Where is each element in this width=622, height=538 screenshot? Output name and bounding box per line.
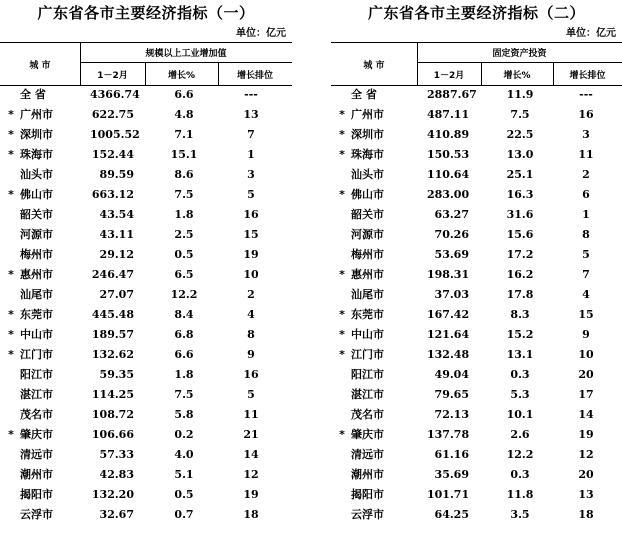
value-growth: 15.1 xyxy=(170,148,198,161)
value-rank: 17 xyxy=(578,388,594,401)
header-city: 城 市 xyxy=(363,60,385,71)
table-row xyxy=(0,405,292,425)
city-name: 揭阳市 xyxy=(351,488,384,501)
table-row xyxy=(0,445,292,465)
value-period: 132.48 xyxy=(427,348,470,361)
table-row xyxy=(0,205,292,225)
city-name: 珠海市 xyxy=(351,148,384,161)
value-growth: 25.1 xyxy=(506,168,534,181)
header-rank: 增长排位 xyxy=(236,70,273,81)
table-row xyxy=(0,345,292,365)
value-period: 167.42 xyxy=(427,308,470,321)
value-rank: 19 xyxy=(578,428,594,441)
table-row xyxy=(331,245,622,265)
key-city-marker: * xyxy=(339,188,345,201)
city-name: 湛江市 xyxy=(351,388,384,401)
city-name: 江门市 xyxy=(20,348,53,361)
value-growth: 5.3 xyxy=(510,388,530,401)
table-row xyxy=(0,225,292,245)
value-period: 283.00 xyxy=(427,188,470,201)
value-growth: 0.7 xyxy=(174,508,194,521)
key-city-marker: * xyxy=(8,308,14,321)
value-growth: 8.3 xyxy=(510,308,530,321)
city-name: 全 省 xyxy=(20,88,46,101)
city-name: 河源市 xyxy=(20,228,53,241)
table-header xyxy=(0,42,292,86)
value-growth: 0.2 xyxy=(174,428,194,441)
header-group: 规模以上工业增加值 xyxy=(145,48,227,59)
value-growth: 8.6 xyxy=(174,168,194,181)
city-name: 东莞市 xyxy=(20,308,53,321)
table-header xyxy=(331,42,622,86)
value-growth: 11.9 xyxy=(506,88,534,101)
city-name: 韶关市 xyxy=(351,208,384,221)
value-rank: 12 xyxy=(578,448,594,461)
city-name: 中山市 xyxy=(20,328,53,341)
table-row xyxy=(0,365,292,385)
value-growth: 12.2 xyxy=(170,288,198,301)
header-group: 固定资产投资 xyxy=(492,48,547,59)
value-period: 1005.52 xyxy=(90,128,140,141)
table-row xyxy=(0,165,292,185)
value-growth: 5.8 xyxy=(174,408,194,421)
key-city-marker: * xyxy=(8,328,14,341)
value-rank: 5 xyxy=(247,188,255,201)
value-period: 150.53 xyxy=(427,148,470,161)
table-row xyxy=(0,425,292,445)
city-name: 韶关市 xyxy=(20,208,53,221)
city-name: 汕头市 xyxy=(351,168,384,181)
value-rank: 14 xyxy=(578,408,594,421)
value-growth: 0.5 xyxy=(174,248,194,261)
value-growth: 7.5 xyxy=(174,188,194,201)
city-name: 汕头市 xyxy=(20,168,53,181)
value-period: 29.12 xyxy=(99,248,134,261)
value-period: 4366.74 xyxy=(90,88,140,101)
value-rank: 4 xyxy=(582,288,590,301)
value-rank: 1 xyxy=(247,148,255,161)
city-name: 茂名市 xyxy=(351,408,384,421)
city-name: 佛山市 xyxy=(351,188,384,201)
value-growth: 0.3 xyxy=(510,468,530,481)
table-row xyxy=(0,105,292,125)
key-city-marker: * xyxy=(339,348,345,361)
value-period: 79.65 xyxy=(434,388,469,401)
table-row xyxy=(0,125,292,145)
table-row xyxy=(331,365,622,385)
city-name: 肇庆市 xyxy=(351,428,384,441)
table-row xyxy=(331,105,622,125)
table-title: 广东省各市主要经济指标（二） xyxy=(367,4,585,22)
value-period: 49.04 xyxy=(434,368,469,381)
key-city-marker: * xyxy=(8,268,14,281)
city-name: 茂名市 xyxy=(20,408,53,421)
table-row xyxy=(331,185,622,205)
value-growth: 17.8 xyxy=(506,288,534,301)
value-rank: 15 xyxy=(578,308,594,321)
value-rank: 16 xyxy=(578,108,594,121)
value-growth: 6.6 xyxy=(174,88,194,101)
value-period: 445.48 xyxy=(91,308,134,321)
key-city-marker: * xyxy=(339,108,345,121)
key-city-marker: * xyxy=(339,128,345,141)
value-growth: 1.8 xyxy=(174,368,194,381)
table-row xyxy=(0,185,292,205)
table-row xyxy=(0,285,292,305)
table-body xyxy=(331,85,622,525)
header-growth: 增长% xyxy=(503,70,531,81)
city-name: 江门市 xyxy=(351,348,384,361)
table-row xyxy=(0,305,292,325)
value-period: 101.71 xyxy=(427,488,470,501)
value-period: 32.67 xyxy=(99,508,134,521)
city-name: 肇庆市 xyxy=(20,428,53,441)
value-growth: 22.5 xyxy=(506,128,534,141)
city-name: 潮州市 xyxy=(20,468,53,481)
value-rank: 9 xyxy=(247,348,255,361)
value-period: 37.03 xyxy=(434,288,469,301)
value-rank: 18 xyxy=(243,508,259,521)
value-rank: 16 xyxy=(243,208,259,221)
value-growth: 0.5 xyxy=(174,488,194,501)
value-period: 663.12 xyxy=(91,188,134,201)
value-period: 152.44 xyxy=(91,148,134,161)
value-growth: 10.1 xyxy=(506,408,534,421)
value-rank: 10 xyxy=(578,348,594,361)
value-rank: 19 xyxy=(243,488,259,501)
value-rank: 15 xyxy=(243,228,259,241)
city-name: 揭阳市 xyxy=(20,488,53,501)
table-row xyxy=(0,245,292,265)
value-growth: 16.2 xyxy=(506,268,534,281)
value-rank: 5 xyxy=(582,248,590,261)
value-period: 198.31 xyxy=(427,268,470,281)
table-row xyxy=(0,145,292,165)
table-row xyxy=(331,205,622,225)
value-growth: 15.6 xyxy=(506,228,534,241)
table-row xyxy=(331,165,622,185)
value-growth: 12.2 xyxy=(506,448,534,461)
value-growth: 0.3 xyxy=(510,368,530,381)
value-period: 132.20 xyxy=(91,488,134,501)
city-name: 全 省 xyxy=(351,88,377,101)
value-rank: 19 xyxy=(243,248,259,261)
table-row xyxy=(331,265,622,285)
value-period: 43.11 xyxy=(99,228,134,241)
header-period: 1－2月 xyxy=(97,70,128,81)
table-row xyxy=(331,285,622,305)
value-period: 57.33 xyxy=(99,448,134,461)
value-rank: 8 xyxy=(582,228,590,241)
value-rank: 20 xyxy=(578,368,594,381)
value-rank: 11 xyxy=(578,148,594,161)
header-rank: 增长排位 xyxy=(569,70,606,81)
value-rank: 10 xyxy=(243,268,259,281)
key-city-marker: * xyxy=(339,328,345,341)
value-rank: 7 xyxy=(247,128,255,141)
table-row xyxy=(331,425,622,445)
city-name: 湛江市 xyxy=(20,388,53,401)
value-period: 64.25 xyxy=(434,508,469,521)
table-row xyxy=(0,325,292,345)
city-name: 清远市 xyxy=(20,448,53,461)
value-period: 110.64 xyxy=(427,168,470,181)
value-period: 137.78 xyxy=(427,428,470,441)
city-name: 中山市 xyxy=(351,328,384,341)
value-rank: 3 xyxy=(247,168,255,181)
value-period: 2887.67 xyxy=(427,88,477,101)
table-row xyxy=(331,405,622,425)
value-growth: 7.1 xyxy=(174,128,194,141)
value-period: 53.69 xyxy=(434,248,469,261)
table-row xyxy=(331,225,622,245)
city-name: 深圳市 xyxy=(351,128,384,141)
city-name: 云浮市 xyxy=(351,508,384,521)
value-period: 189.57 xyxy=(91,328,134,341)
value-rank: --- xyxy=(579,88,593,101)
value-period: 114.25 xyxy=(91,388,134,401)
city-name: 阳江市 xyxy=(20,368,53,381)
table-row xyxy=(331,125,622,145)
value-growth: 13.0 xyxy=(506,148,534,161)
key-city-marker: * xyxy=(339,268,345,281)
table-row-total xyxy=(331,85,622,105)
value-period: 246.47 xyxy=(91,268,134,281)
value-rank: 13 xyxy=(243,108,259,121)
value-growth: 3.5 xyxy=(510,508,530,521)
value-period: 410.89 xyxy=(427,128,470,141)
header-city: 城 市 xyxy=(29,60,51,71)
city-name: 清远市 xyxy=(351,448,384,461)
table-row xyxy=(0,265,292,285)
value-period: 70.26 xyxy=(434,228,469,241)
value-rank: 7 xyxy=(582,268,590,281)
table-row xyxy=(331,465,622,485)
key-city-marker: * xyxy=(339,308,345,321)
value-rank: 14 xyxy=(243,448,259,461)
value-growth: 4.0 xyxy=(174,448,194,461)
value-rank: --- xyxy=(244,88,258,101)
value-period: 622.75 xyxy=(91,108,134,121)
city-name: 阳江市 xyxy=(351,368,384,381)
value-rank: 21 xyxy=(243,428,259,441)
value-rank: 2 xyxy=(582,168,590,181)
table-row xyxy=(331,385,622,405)
city-name: 河源市 xyxy=(351,228,384,241)
value-growth: 8.4 xyxy=(174,308,194,321)
value-rank: 9 xyxy=(582,328,590,341)
city-name: 梅州市 xyxy=(20,248,53,261)
value-period: 121.64 xyxy=(427,328,470,341)
city-name: 东莞市 xyxy=(351,308,384,321)
city-name: 广州市 xyxy=(20,108,53,121)
value-growth: 6.6 xyxy=(174,348,194,361)
value-growth: 7.5 xyxy=(510,108,530,121)
value-period: 27.07 xyxy=(99,288,134,301)
value-growth: 16.3 xyxy=(506,188,534,201)
table-body xyxy=(0,85,292,525)
table-row xyxy=(331,325,622,345)
key-city-marker: * xyxy=(8,348,14,361)
value-rank: 2 xyxy=(247,288,255,301)
value-period: 108.72 xyxy=(91,408,134,421)
value-growth: 7.5 xyxy=(174,388,194,401)
value-growth: 11.8 xyxy=(506,488,534,501)
table-row xyxy=(331,485,622,505)
value-rank: 4 xyxy=(247,308,255,321)
value-growth: 17.2 xyxy=(506,248,534,261)
value-growth: 13.1 xyxy=(506,348,534,361)
table-row xyxy=(331,345,622,365)
table-row xyxy=(0,385,292,405)
value-growth: 4.8 xyxy=(174,108,194,121)
table-row xyxy=(331,145,622,165)
city-name: 潮州市 xyxy=(351,468,384,481)
city-name: 惠州市 xyxy=(351,268,384,281)
value-growth: 6.5 xyxy=(174,268,194,281)
unit-label: 单位：亿元 xyxy=(236,28,286,39)
value-rank: 18 xyxy=(578,508,594,521)
city-name: 汕尾市 xyxy=(20,288,53,301)
value-growth: 15.2 xyxy=(506,328,534,341)
key-city-marker: * xyxy=(339,428,345,441)
value-rank: 1 xyxy=(582,208,590,221)
value-period: 61.16 xyxy=(434,448,469,461)
key-city-marker: * xyxy=(8,428,14,441)
value-rank: 5 xyxy=(247,388,255,401)
key-city-marker: * xyxy=(8,188,14,201)
unit-label: 单位：亿元 xyxy=(566,28,616,39)
value-period: 63.27 xyxy=(434,208,469,221)
value-period: 72.13 xyxy=(434,408,469,421)
value-growth: 31.6 xyxy=(506,208,534,221)
key-city-marker: * xyxy=(8,148,14,161)
value-growth: 2.5 xyxy=(174,228,194,241)
value-period: 132.62 xyxy=(91,348,134,361)
header-period: 1－2月 xyxy=(433,70,465,81)
value-growth: 2.6 xyxy=(510,428,530,441)
table-row xyxy=(0,465,292,485)
key-city-marker: * xyxy=(8,128,14,141)
city-name: 深圳市 xyxy=(20,128,53,141)
city-name: 梅州市 xyxy=(351,248,384,261)
city-name: 汕尾市 xyxy=(351,288,384,301)
city-name: 广州市 xyxy=(351,108,384,121)
value-rank: 11 xyxy=(243,408,259,421)
value-period: 89.59 xyxy=(99,168,134,181)
city-name: 云浮市 xyxy=(20,508,53,521)
value-rank: 6 xyxy=(582,188,590,201)
key-city-marker: * xyxy=(8,108,14,121)
value-rank: 3 xyxy=(582,128,590,141)
city-name: 惠州市 xyxy=(20,268,53,281)
table-row xyxy=(0,505,292,525)
table-row xyxy=(331,445,622,465)
value-rank: 8 xyxy=(247,328,255,341)
value-rank: 16 xyxy=(243,368,259,381)
value-growth: 6.8 xyxy=(174,328,194,341)
value-period: 35.69 xyxy=(434,468,469,481)
value-period: 43.54 xyxy=(99,208,134,221)
value-growth: 1.8 xyxy=(174,208,194,221)
value-period: 42.83 xyxy=(99,468,134,481)
key-city-marker: * xyxy=(339,148,345,161)
city-name: 佛山市 xyxy=(20,188,53,201)
value-period: 106.66 xyxy=(91,428,134,441)
table-row xyxy=(331,505,622,525)
table-row xyxy=(331,305,622,325)
header-growth: 增长% xyxy=(167,70,196,81)
value-period: 487.11 xyxy=(427,108,470,121)
value-rank: 13 xyxy=(578,488,594,501)
table-row-total xyxy=(0,85,292,105)
value-period: 59.35 xyxy=(99,368,134,381)
value-growth: 5.1 xyxy=(174,468,194,481)
table-title: 广东省各市主要经济指标（一） xyxy=(37,4,255,22)
table-row xyxy=(0,485,292,505)
value-rank: 20 xyxy=(578,468,594,481)
city-name: 珠海市 xyxy=(20,148,53,161)
value-rank: 12 xyxy=(243,468,259,481)
